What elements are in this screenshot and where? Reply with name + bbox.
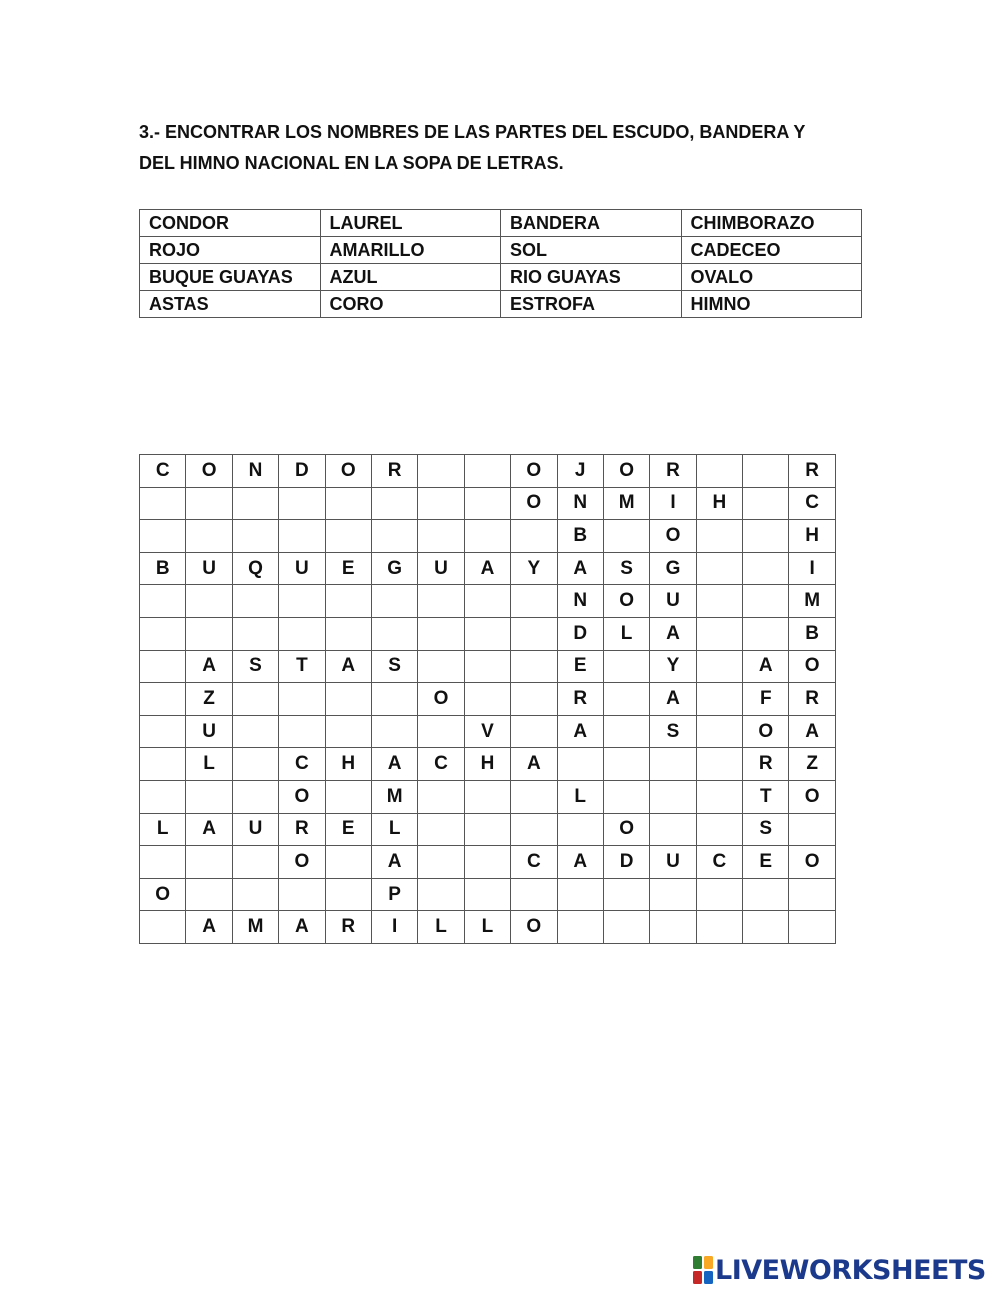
grid-cell: R bbox=[743, 748, 789, 781]
grid-cell: M bbox=[789, 585, 835, 618]
grid-cell bbox=[186, 846, 232, 879]
grid-row bbox=[140, 552, 836, 585]
grid-cell: C bbox=[696, 846, 742, 879]
grid-cell: S bbox=[650, 715, 696, 748]
grid-cell: D bbox=[279, 455, 325, 488]
word-list-cell: LAUREL bbox=[320, 210, 501, 237]
word-list-row bbox=[140, 237, 862, 264]
word-list-cell: BUQUE GUAYAS bbox=[140, 264, 321, 291]
grid-cell bbox=[371, 585, 417, 618]
grid-cell bbox=[418, 878, 464, 911]
grid-cell bbox=[464, 487, 510, 520]
grid-cell: P bbox=[371, 878, 417, 911]
grid-cell: Z bbox=[186, 683, 232, 716]
grid-cell bbox=[325, 878, 371, 911]
grid-cell: O bbox=[789, 846, 835, 879]
grid-cell: U bbox=[186, 552, 232, 585]
grid-cell: A bbox=[186, 911, 232, 944]
instructions-line-2: DEL HIMNO NACIONAL EN LA SOPA DE LETRAS. bbox=[139, 153, 564, 173]
grid-cell: E bbox=[325, 552, 371, 585]
grid-cell bbox=[789, 878, 835, 911]
word-list-row bbox=[140, 291, 862, 318]
grid-cell bbox=[279, 878, 325, 911]
grid-cell bbox=[511, 715, 557, 748]
grid-cell: I bbox=[650, 487, 696, 520]
grid-cell: O bbox=[511, 911, 557, 944]
grid-cell: O bbox=[650, 520, 696, 553]
grid-cell bbox=[464, 585, 510, 618]
grid-cell: L bbox=[418, 911, 464, 944]
grid-cell bbox=[325, 846, 371, 879]
grid-cell: A bbox=[186, 813, 232, 846]
grid-cell: O bbox=[603, 585, 649, 618]
word-list-table bbox=[139, 209, 862, 318]
grid-cell bbox=[603, 878, 649, 911]
grid-cell bbox=[418, 455, 464, 488]
grid-cell bbox=[279, 487, 325, 520]
grid-row bbox=[140, 846, 836, 879]
grid-cell bbox=[650, 911, 696, 944]
grid-cell bbox=[279, 683, 325, 716]
grid-cell bbox=[743, 455, 789, 488]
grid-cell: A bbox=[789, 715, 835, 748]
grid-row bbox=[140, 585, 836, 618]
grid-cell bbox=[696, 455, 742, 488]
grid-cell bbox=[371, 715, 417, 748]
grid-cell bbox=[464, 683, 510, 716]
grid-cell: A bbox=[464, 552, 510, 585]
grid-cell bbox=[464, 813, 510, 846]
grid-cell bbox=[603, 683, 649, 716]
logo-text: LIVEWORKSHEETS bbox=[715, 1254, 986, 1286]
grid-cell bbox=[464, 455, 510, 488]
grid-cell: L bbox=[557, 780, 603, 813]
grid-cell: H bbox=[696, 487, 742, 520]
grid-cell bbox=[696, 683, 742, 716]
instructions-line-1: 3.- ENCONTRAR LOS NOMBRES DE LAS PARTES DEL ESCUDO, BANDERA Y bbox=[139, 122, 806, 142]
grid-cell: E bbox=[557, 650, 603, 683]
grid-cell bbox=[418, 585, 464, 618]
grid-cell: C bbox=[789, 487, 835, 520]
grid-cell bbox=[696, 813, 742, 846]
grid-cell: H bbox=[464, 748, 510, 781]
grid-row bbox=[140, 520, 836, 553]
grid-cell bbox=[140, 487, 186, 520]
liveworksheets-logo bbox=[693, 1253, 986, 1287]
grid-cell: O bbox=[186, 455, 232, 488]
grid-row bbox=[140, 617, 836, 650]
liveworksheets-logo-icon bbox=[693, 1256, 713, 1284]
grid-cell bbox=[696, 617, 742, 650]
grid-cell bbox=[464, 780, 510, 813]
grid-cell bbox=[371, 487, 417, 520]
grid-cell bbox=[418, 520, 464, 553]
grid-cell: O bbox=[511, 455, 557, 488]
grid-cell bbox=[557, 878, 603, 911]
grid-cell: R bbox=[279, 813, 325, 846]
grid-cell: O bbox=[279, 846, 325, 879]
grid-cell: N bbox=[557, 487, 603, 520]
grid-cell bbox=[232, 683, 278, 716]
grid-cell: E bbox=[743, 846, 789, 879]
word-list-cell: ESTROFA bbox=[501, 291, 682, 318]
grid-cell bbox=[603, 780, 649, 813]
grid-cell: J bbox=[557, 455, 603, 488]
grid-cell bbox=[186, 487, 232, 520]
grid-cell bbox=[325, 520, 371, 553]
grid-cell: C bbox=[418, 748, 464, 781]
grid-cell: L bbox=[464, 911, 510, 944]
grid-cell: L bbox=[140, 813, 186, 846]
grid-row bbox=[140, 650, 836, 683]
grid-cell: O bbox=[279, 780, 325, 813]
word-search-grid bbox=[139, 454, 836, 944]
grid-cell bbox=[140, 585, 186, 618]
grid-cell bbox=[696, 748, 742, 781]
grid-cell: A bbox=[371, 846, 417, 879]
grid-cell: C bbox=[279, 748, 325, 781]
grid-cell bbox=[696, 715, 742, 748]
grid-cell: S bbox=[371, 650, 417, 683]
word-list-cell: CHIMBORAZO bbox=[681, 210, 862, 237]
grid-cell: A bbox=[557, 552, 603, 585]
grid-cell: R bbox=[789, 455, 835, 488]
grid-cell bbox=[696, 780, 742, 813]
grid-cell: H bbox=[325, 748, 371, 781]
grid-cell bbox=[418, 715, 464, 748]
grid-cell bbox=[603, 650, 649, 683]
grid-cell: A bbox=[743, 650, 789, 683]
grid-row bbox=[140, 813, 836, 846]
grid-cell: Y bbox=[511, 552, 557, 585]
word-list-cell: BANDERA bbox=[501, 210, 682, 237]
grid-cell: U bbox=[650, 585, 696, 618]
grid-cell: O bbox=[140, 878, 186, 911]
grid-cell bbox=[696, 520, 742, 553]
grid-cell bbox=[511, 617, 557, 650]
grid-cell bbox=[511, 813, 557, 846]
grid-cell bbox=[232, 585, 278, 618]
grid-cell: A bbox=[371, 748, 417, 781]
grid-cell: O bbox=[511, 487, 557, 520]
grid-cell bbox=[603, 911, 649, 944]
grid-cell: M bbox=[603, 487, 649, 520]
grid-cell: E bbox=[325, 813, 371, 846]
grid-row bbox=[140, 878, 836, 911]
grid-cell: R bbox=[557, 683, 603, 716]
grid-cell bbox=[696, 650, 742, 683]
grid-cell: I bbox=[789, 552, 835, 585]
grid-cell: U bbox=[650, 846, 696, 879]
grid-cell: C bbox=[511, 846, 557, 879]
grid-cell bbox=[603, 748, 649, 781]
grid-cell bbox=[232, 780, 278, 813]
grid-cell: H bbox=[789, 520, 835, 553]
grid-cell: U bbox=[232, 813, 278, 846]
grid-cell bbox=[325, 780, 371, 813]
grid-cell bbox=[789, 813, 835, 846]
word-list-cell: CADECEO bbox=[681, 237, 862, 264]
grid-cell bbox=[140, 780, 186, 813]
grid-cell bbox=[140, 520, 186, 553]
grid-cell bbox=[743, 911, 789, 944]
grid-cell bbox=[511, 878, 557, 911]
grid-cell bbox=[650, 780, 696, 813]
word-list-cell: CORO bbox=[320, 291, 501, 318]
grid-cell: I bbox=[371, 911, 417, 944]
grid-cell bbox=[371, 617, 417, 650]
grid-cell bbox=[557, 748, 603, 781]
grid-cell: U bbox=[418, 552, 464, 585]
grid-cell: A bbox=[650, 617, 696, 650]
grid-cell bbox=[418, 650, 464, 683]
grid-row bbox=[140, 455, 836, 488]
grid-cell: Z bbox=[789, 748, 835, 781]
grid-cell: O bbox=[789, 650, 835, 683]
grid-cell bbox=[696, 911, 742, 944]
grid-cell: Y bbox=[650, 650, 696, 683]
grid-cell bbox=[743, 487, 789, 520]
grid-cell bbox=[743, 520, 789, 553]
grid-cell bbox=[418, 617, 464, 650]
grid-cell bbox=[464, 878, 510, 911]
grid-row bbox=[140, 748, 836, 781]
grid-cell: A bbox=[325, 650, 371, 683]
grid-cell bbox=[511, 683, 557, 716]
grid-cell: U bbox=[279, 552, 325, 585]
grid-cell: G bbox=[371, 552, 417, 585]
grid-cell: A bbox=[186, 650, 232, 683]
grid-cell bbox=[743, 878, 789, 911]
grid-row bbox=[140, 911, 836, 944]
instructions bbox=[139, 117, 859, 179]
grid-cell bbox=[232, 748, 278, 781]
grid-cell bbox=[743, 552, 789, 585]
grid-cell: S bbox=[232, 650, 278, 683]
grid-cell: N bbox=[232, 455, 278, 488]
grid-cell: N bbox=[557, 585, 603, 618]
grid-cell: A bbox=[650, 683, 696, 716]
grid-cell bbox=[279, 617, 325, 650]
grid-cell: T bbox=[279, 650, 325, 683]
grid-cell: D bbox=[557, 617, 603, 650]
grid-cell bbox=[696, 878, 742, 911]
grid-cell: B bbox=[789, 617, 835, 650]
grid-cell bbox=[325, 715, 371, 748]
grid-cell: B bbox=[557, 520, 603, 553]
grid-cell: S bbox=[603, 552, 649, 585]
grid-cell: R bbox=[650, 455, 696, 488]
word-list-row bbox=[140, 264, 862, 291]
grid-cell bbox=[232, 715, 278, 748]
grid-cell bbox=[603, 520, 649, 553]
grid-cell bbox=[696, 585, 742, 618]
grid-cell bbox=[418, 780, 464, 813]
grid-cell: A bbox=[511, 748, 557, 781]
grid-cell: V bbox=[464, 715, 510, 748]
grid-cell bbox=[557, 911, 603, 944]
grid-cell bbox=[696, 552, 742, 585]
grid-cell bbox=[186, 585, 232, 618]
grid-cell: A bbox=[279, 911, 325, 944]
grid-cell bbox=[140, 617, 186, 650]
grid-cell bbox=[140, 748, 186, 781]
grid-cell bbox=[743, 585, 789, 618]
grid-row bbox=[140, 487, 836, 520]
word-list-cell: ASTAS bbox=[140, 291, 321, 318]
grid-cell bbox=[743, 617, 789, 650]
grid-cell bbox=[232, 520, 278, 553]
grid-cell: O bbox=[603, 455, 649, 488]
grid-cell: U bbox=[186, 715, 232, 748]
grid-cell bbox=[418, 487, 464, 520]
grid-cell: C bbox=[140, 455, 186, 488]
word-list-cell: ROJO bbox=[140, 237, 321, 264]
grid-cell bbox=[232, 617, 278, 650]
grid-cell: B bbox=[140, 552, 186, 585]
word-list-cell: HIMNO bbox=[681, 291, 862, 318]
grid-cell bbox=[140, 650, 186, 683]
grid-cell bbox=[140, 683, 186, 716]
grid-cell bbox=[650, 813, 696, 846]
grid-cell bbox=[325, 683, 371, 716]
word-list-cell: CONDOR bbox=[140, 210, 321, 237]
grid-cell bbox=[511, 650, 557, 683]
grid-cell bbox=[418, 846, 464, 879]
grid-cell: R bbox=[371, 455, 417, 488]
grid-cell bbox=[325, 617, 371, 650]
grid-cell: M bbox=[371, 780, 417, 813]
grid-cell bbox=[557, 813, 603, 846]
word-list-cell: OVALO bbox=[681, 264, 862, 291]
grid-cell: O bbox=[603, 813, 649, 846]
word-list-cell: RIO GUAYAS bbox=[501, 264, 682, 291]
grid-cell bbox=[464, 520, 510, 553]
grid-cell bbox=[232, 487, 278, 520]
grid-cell bbox=[279, 520, 325, 553]
grid-cell bbox=[232, 846, 278, 879]
grid-cell: G bbox=[650, 552, 696, 585]
grid-cell bbox=[140, 715, 186, 748]
grid-cell bbox=[186, 780, 232, 813]
word-list-cell: AZUL bbox=[320, 264, 501, 291]
grid-cell: R bbox=[789, 683, 835, 716]
grid-cell bbox=[140, 846, 186, 879]
grid-cell bbox=[464, 617, 510, 650]
grid-cell bbox=[418, 813, 464, 846]
grid-cell bbox=[232, 878, 278, 911]
word-list-row bbox=[140, 210, 862, 237]
grid-cell bbox=[186, 878, 232, 911]
grid-cell: F bbox=[743, 683, 789, 716]
grid-cell bbox=[511, 780, 557, 813]
grid-cell bbox=[186, 617, 232, 650]
grid-cell bbox=[464, 846, 510, 879]
grid-cell: O bbox=[743, 715, 789, 748]
grid-cell bbox=[603, 715, 649, 748]
grid-cell: L bbox=[603, 617, 649, 650]
grid-cell: T bbox=[743, 780, 789, 813]
grid-cell bbox=[464, 650, 510, 683]
grid-cell: M bbox=[232, 911, 278, 944]
grid-cell bbox=[186, 520, 232, 553]
grid-cell bbox=[789, 911, 835, 944]
grid-cell: S bbox=[743, 813, 789, 846]
grid-cell bbox=[279, 715, 325, 748]
word-list-cell: AMARILLO bbox=[320, 237, 501, 264]
grid-row bbox=[140, 683, 836, 716]
grid-row bbox=[140, 780, 836, 813]
grid-cell bbox=[511, 585, 557, 618]
grid-cell bbox=[279, 585, 325, 618]
grid-cell: Q bbox=[232, 552, 278, 585]
grid-cell: L bbox=[371, 813, 417, 846]
grid-cell: R bbox=[325, 911, 371, 944]
grid-cell: A bbox=[557, 846, 603, 879]
grid-cell: A bbox=[557, 715, 603, 748]
word-list-cell: SOL bbox=[501, 237, 682, 264]
grid-cell bbox=[325, 487, 371, 520]
grid-cell bbox=[140, 911, 186, 944]
grid-cell: O bbox=[789, 780, 835, 813]
grid-cell: O bbox=[418, 683, 464, 716]
grid-row bbox=[140, 715, 836, 748]
grid-cell bbox=[371, 520, 417, 553]
grid-cell bbox=[325, 585, 371, 618]
grid-cell bbox=[371, 683, 417, 716]
grid-cell: D bbox=[603, 846, 649, 879]
grid-cell bbox=[650, 878, 696, 911]
grid-cell bbox=[511, 520, 557, 553]
grid-cell: O bbox=[325, 455, 371, 488]
grid-cell: L bbox=[186, 748, 232, 781]
grid-cell bbox=[650, 748, 696, 781]
